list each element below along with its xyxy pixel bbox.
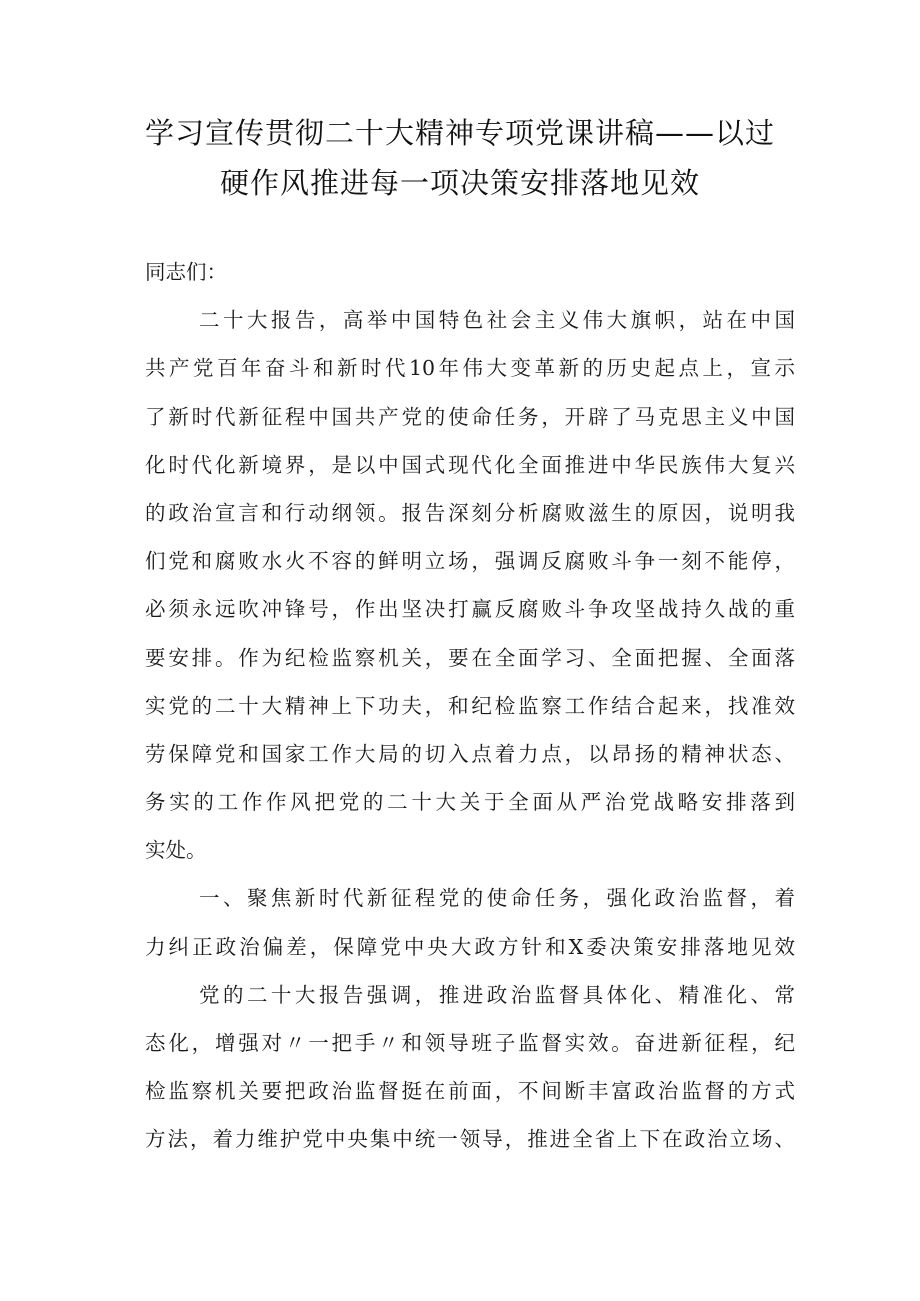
paragraph-line: 的政治宣言和行动纲领。报告深刻分析腐败滋生的原因，说明我 bbox=[145, 500, 795, 525]
document-title bbox=[0, 108, 920, 208]
paragraph-line: 实处。 bbox=[145, 838, 207, 863]
paragraph-line: 态化，增强对〃一把手〃和领导班子监督实效。奋进新征程，纪 bbox=[145, 1031, 795, 1055]
paragraph-line: 方法，着力维护党中央集中统一领导，推进全省上下在政治立场、 bbox=[145, 1127, 795, 1152]
heading-line: 一、聚焦新时代新征程党的使命任务，强化政治监督，着 bbox=[199, 886, 795, 911]
document-body bbox=[145, 248, 795, 1164]
paragraph-line: 实党的二十大精神上下功夫，和纪检监察工作结合起来，找准效 bbox=[145, 693, 795, 718]
heading-line: 力纠正政治偏差，保障党中央大政方针和X委决策安排落地见效 bbox=[145, 934, 795, 959]
salutation: 同志们： bbox=[145, 260, 227, 284]
paragraph-line: 劳保障党和国家工作大局的切入点着力点，以昂扬的精神状态、 bbox=[145, 741, 795, 766]
title-line: 学习宣传贯彻二十大精神专项党课讲稿——以过 bbox=[144, 116, 775, 150]
paragraph-line: 必须永远吹冲锋号，作出坚决打赢反腐败斗争攻坚战持久战的重 bbox=[145, 597, 795, 622]
paragraph-line: 检监察机关要把政治监督挺在前面，不间断丰富政治监督的方式 bbox=[145, 1079, 795, 1104]
paragraph-line: 了新时代新征程中国共产党的使命任务，开辟了马克思主义中国 bbox=[145, 404, 795, 429]
paragraph-line: 们党和腐败水火不容的鲜明立场，强调反腐败斗争一刻不能停， bbox=[145, 549, 795, 574]
section-heading-1 bbox=[145, 874, 795, 970]
paragraph-line: 务实的工作作风把党的二十大关于全面从严治党战略安排落到 bbox=[145, 790, 795, 815]
paragraph-line: 共产党百年奋斗和新时代10年伟大变革新的历史起点上，宣示 bbox=[145, 356, 795, 381]
title-line: 硬作风推进每一项决策安排落地见效 bbox=[219, 166, 700, 200]
paragraph-line: 化时代化新境界，是以中国式现代化全面推进中华民族伟大复兴 bbox=[145, 452, 795, 477]
paragraph-line: 党的二十大报告强调，推进政治监督具体化、精准化、常 bbox=[199, 982, 795, 1007]
paragraph-line: 要安排。作为纪检监察机关，要在全面学习、全面把握、全面落 bbox=[145, 645, 795, 670]
paragraph-intro bbox=[145, 296, 795, 874]
paragraph-section-1 bbox=[145, 971, 795, 1164]
paragraph-line: 二十大报告，高举中国特色社会主义伟大旗帜，站在中国 bbox=[199, 308, 795, 333]
